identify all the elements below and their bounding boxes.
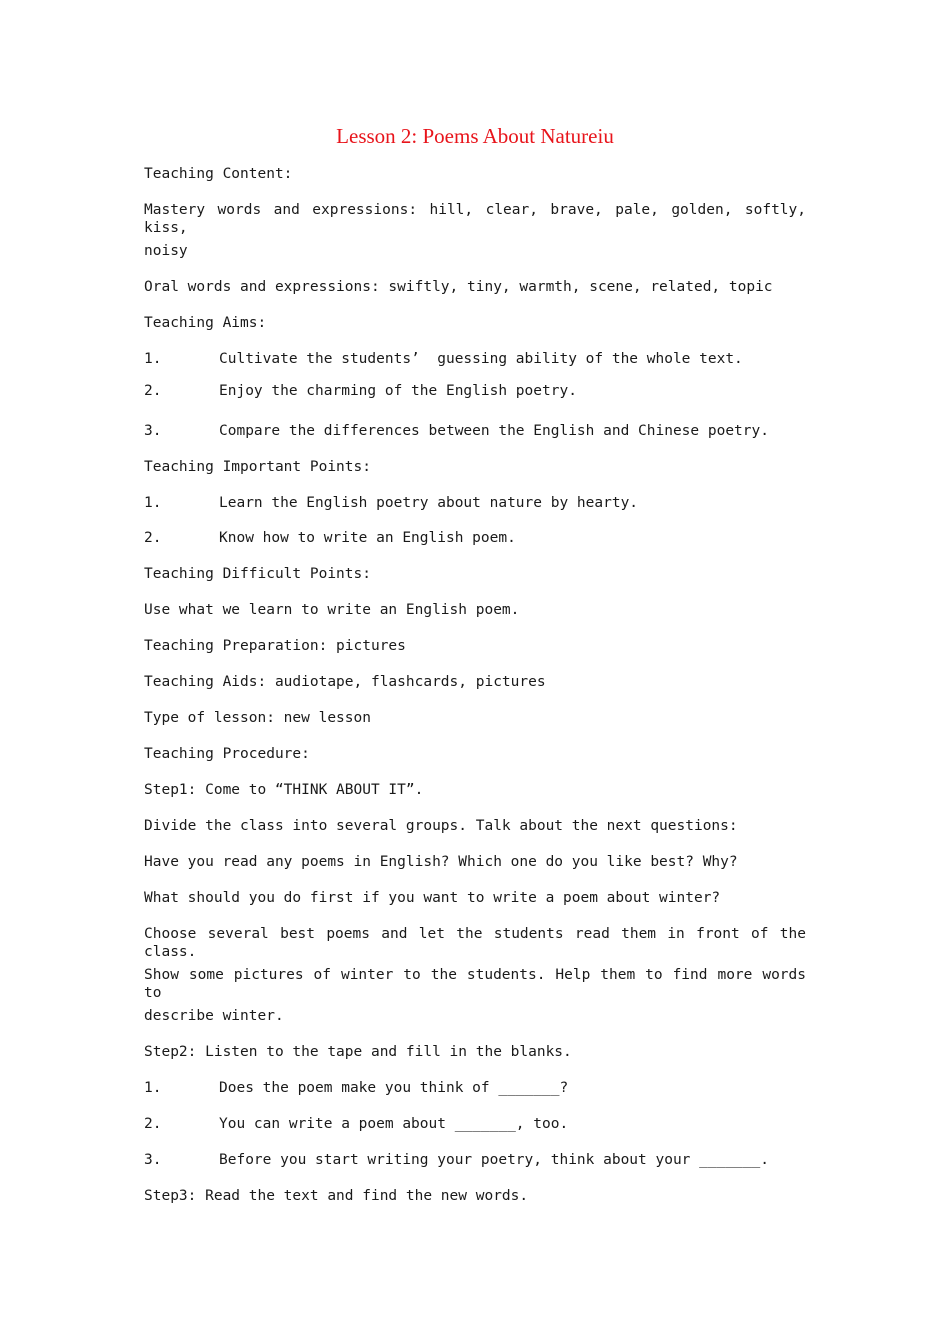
step2-heading: Step2: Listen to the tape and fill in the blanks. [144, 1044, 572, 1060]
step1-heading: Step1: Come to “THINK ABOUT IT”. [144, 782, 424, 798]
teaching-procedure-heading: Teaching Procedure: [144, 746, 310, 762]
blank-item [144, 1079, 568, 1097]
mastery-words-line: Mastery words and expressions: hill, clear, brave, pale, golden, softly, kiss, [144, 202, 806, 236]
aim-item [144, 350, 743, 368]
blank-text: Before you start writing your poetry, think about your _______. [219, 1152, 769, 1168]
aim-text: Enjoy the charming of the English poetry. [219, 383, 577, 399]
blank-number: 3. [144, 1152, 162, 1168]
teaching-aims-heading: Teaching Aims: [144, 315, 267, 331]
blank-item [144, 1115, 568, 1133]
point-number: 1. [144, 495, 162, 511]
aim-text: Cultivate the students’ guessing ability of the whole text. [219, 351, 743, 367]
important-point-item [144, 494, 638, 512]
show-pictures-line: Show some pictures of winter to the students. Help them to find more words to [144, 967, 806, 1001]
oral-words-line: Oral words and expressions: swiftly, tiny, warmth, scene, related, topic [144, 279, 773, 295]
teaching-content-heading: Teaching Content: [144, 166, 293, 182]
blank-item [144, 1151, 769, 1169]
aim-item [144, 422, 769, 440]
mastery-words-continuation: noisy [144, 243, 188, 259]
aim-number: 1. [144, 351, 162, 367]
blank-text: You can write a poem about _______, too. [219, 1116, 569, 1132]
teaching-aids-line: Teaching Aids: audiotape, flashcards, pictures [144, 674, 546, 690]
blank-text: Does the poem make you think of _______? [219, 1080, 569, 1096]
important-point-item [144, 529, 516, 547]
point-text: Know how to write an English poem. [219, 530, 516, 546]
difficult-points-heading: Teaching Difficult Points: [144, 566, 371, 582]
aim-text: Compare the differences between the English and Chinese poetry. [219, 423, 769, 439]
divide-groups-line: Divide the class into several groups. Talk about the next questions: [144, 818, 738, 834]
teaching-preparation-line: Teaching Preparation: pictures [144, 638, 406, 654]
blank-number: 2. [144, 1116, 162, 1132]
question-line: Have you read any poems in English? Which one do you like best? Why? [144, 854, 738, 870]
difficult-points-text: Use what we learn to write an English poem. [144, 602, 520, 618]
point-text: Learn the English poetry about nature by hearty. [219, 495, 639, 511]
aim-item [144, 382, 577, 400]
point-number: 2. [144, 530, 162, 546]
step3-heading: Step3: Read the text and find the new words. [144, 1188, 529, 1204]
aim-number: 3. [144, 423, 162, 439]
show-pictures-continuation: describe winter. [144, 1008, 284, 1024]
choose-poems-line: Choose several best poems and let the students read them in front of the class. [144, 926, 806, 960]
important-points-heading: Teaching Important Points: [144, 459, 371, 475]
question-line: What should you do first if you want to write a poem about winter? [144, 890, 721, 906]
lesson-type-line: Type of lesson: new lesson [144, 710, 371, 726]
page-title: Lesson 2: Poems About Natureiu [336, 124, 614, 148]
aim-number: 2. [144, 383, 162, 399]
blank-number: 1. [144, 1080, 162, 1096]
